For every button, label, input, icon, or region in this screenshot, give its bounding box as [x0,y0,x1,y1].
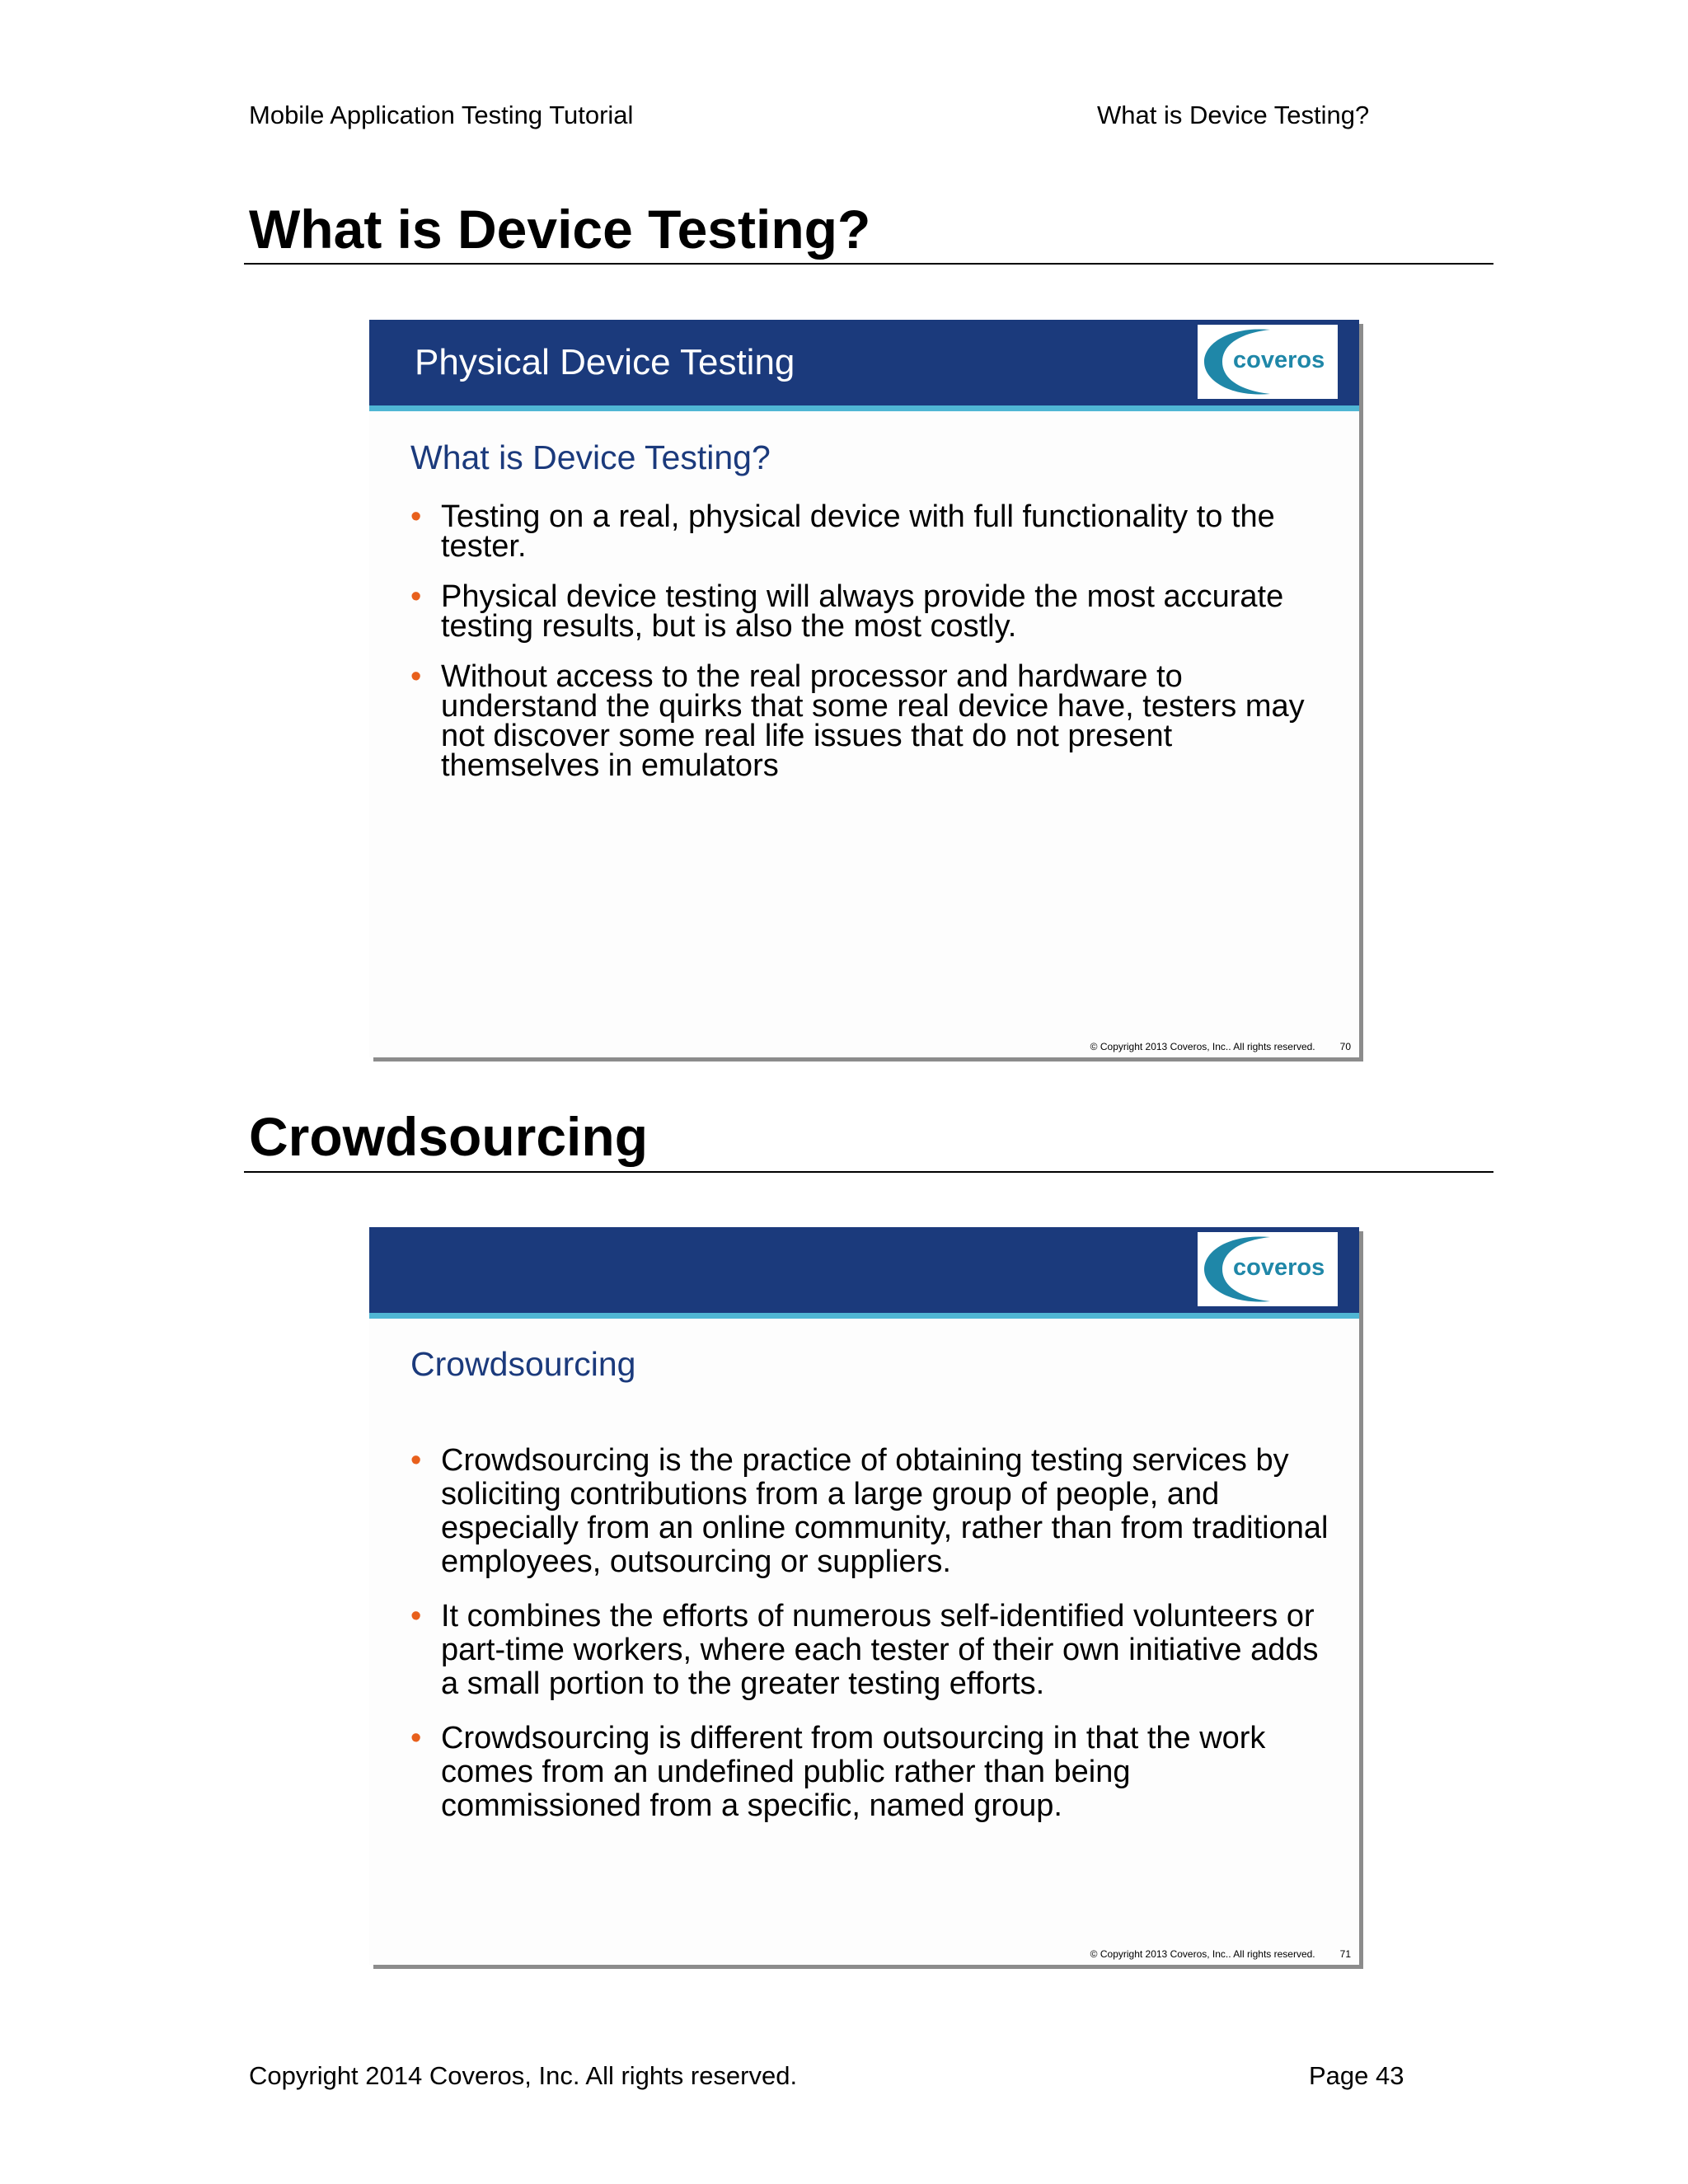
bullet-list [410,1444,1334,1844]
list-item [410,579,1334,644]
page-number: Page 43 [1309,2061,1404,2090]
coveros-logo-icon [1198,325,1338,399]
bullet-marker-icon: • [410,1721,422,1755]
section-heading-crowdsourcing: Crowdsourcing [249,1106,649,1167]
slide-subtitle: Crowdsourcing [410,1345,636,1383]
list-item [410,1722,1334,1823]
bullet-list [410,499,1334,801]
slide-title-bar [369,1227,1359,1313]
bullet-marker-icon: • [410,579,422,614]
bullet-marker-icon: • [410,1443,422,1478]
list-item [410,499,1334,564]
logo-wordmark: coveros [1233,1254,1325,1281]
section-heading-device-testing: What is Device Testing? [249,199,871,260]
coveros-logo-icon [1198,1232,1338,1306]
bullet-marker-icon: • [410,1599,422,1633]
bullet-text: It combines the efforts of numerous self-identified volunteers or part-time workers, where each tester of their own initiative adds a small portion to the greater testing efforts. [441,1599,1319,1701]
slide-number: 70 [1339,1041,1351,1052]
bullet-marker-icon: • [410,499,422,534]
slide-number: 71 [1339,1948,1351,1960]
slide-bar-stripe [369,405,1359,411]
slide-bar-title: Physical Device Testing [415,342,795,382]
bullet-text: Physical device testing will always provide the most accurate testing results, but is also the most costly. [441,579,1284,644]
section-divider [244,1171,1493,1173]
slide-physical-device-testing [369,320,1359,1057]
bullet-marker-icon: • [410,659,422,694]
bullet-text: Crowdsourcing is different from outsourcing in that the work comes from an undefined public rather than being commissioned from a specific, named group. [441,1721,1266,1823]
coveros-logo [1198,325,1338,399]
page-footer-copyright: Copyright 2014 Coveros, Inc. All rights reserved. [249,2061,798,2090]
slide-footer [1090,1948,1351,1960]
list-item [410,1444,1334,1579]
slide-subtitle: What is Device Testing? [410,438,771,476]
slide-footer [1090,1041,1351,1052]
section-divider [244,263,1493,265]
slide-bar-stripe [369,1313,1359,1319]
list-item [410,1600,1334,1701]
slide-title-bar [369,320,1359,405]
slide-copyright: © Copyright 2013 Coveros, Inc.. All rights reserved. [1090,1041,1315,1052]
page-header-section: What is Device Testing? [1097,101,1370,129]
list-item [410,659,1334,783]
bullet-text: Testing on a real, physical device with full functionality to the tester. [441,499,1275,564]
coveros-logo [1198,1232,1338,1306]
logo-wordmark: coveros [1233,347,1325,373]
slide-copyright: © Copyright 2013 Coveros, Inc.. All rights reserved. [1090,1948,1315,1960]
bullet-text: Without access to the real processor and hardware to understand the quirks that some real device have, testers may not discover some real life issues that do not present themselves in emulators [441,659,1305,783]
bullet-text: Crowdsourcing is the practice of obtaining testing services by soliciting contributions from a large group of people, and especially from an online community, rather than from traditional employees, outsourcing or suppliers. [441,1443,1329,1579]
slide-crowdsourcing [369,1227,1359,1965]
page-header-title: Mobile Application Testing Tutorial [249,101,634,129]
